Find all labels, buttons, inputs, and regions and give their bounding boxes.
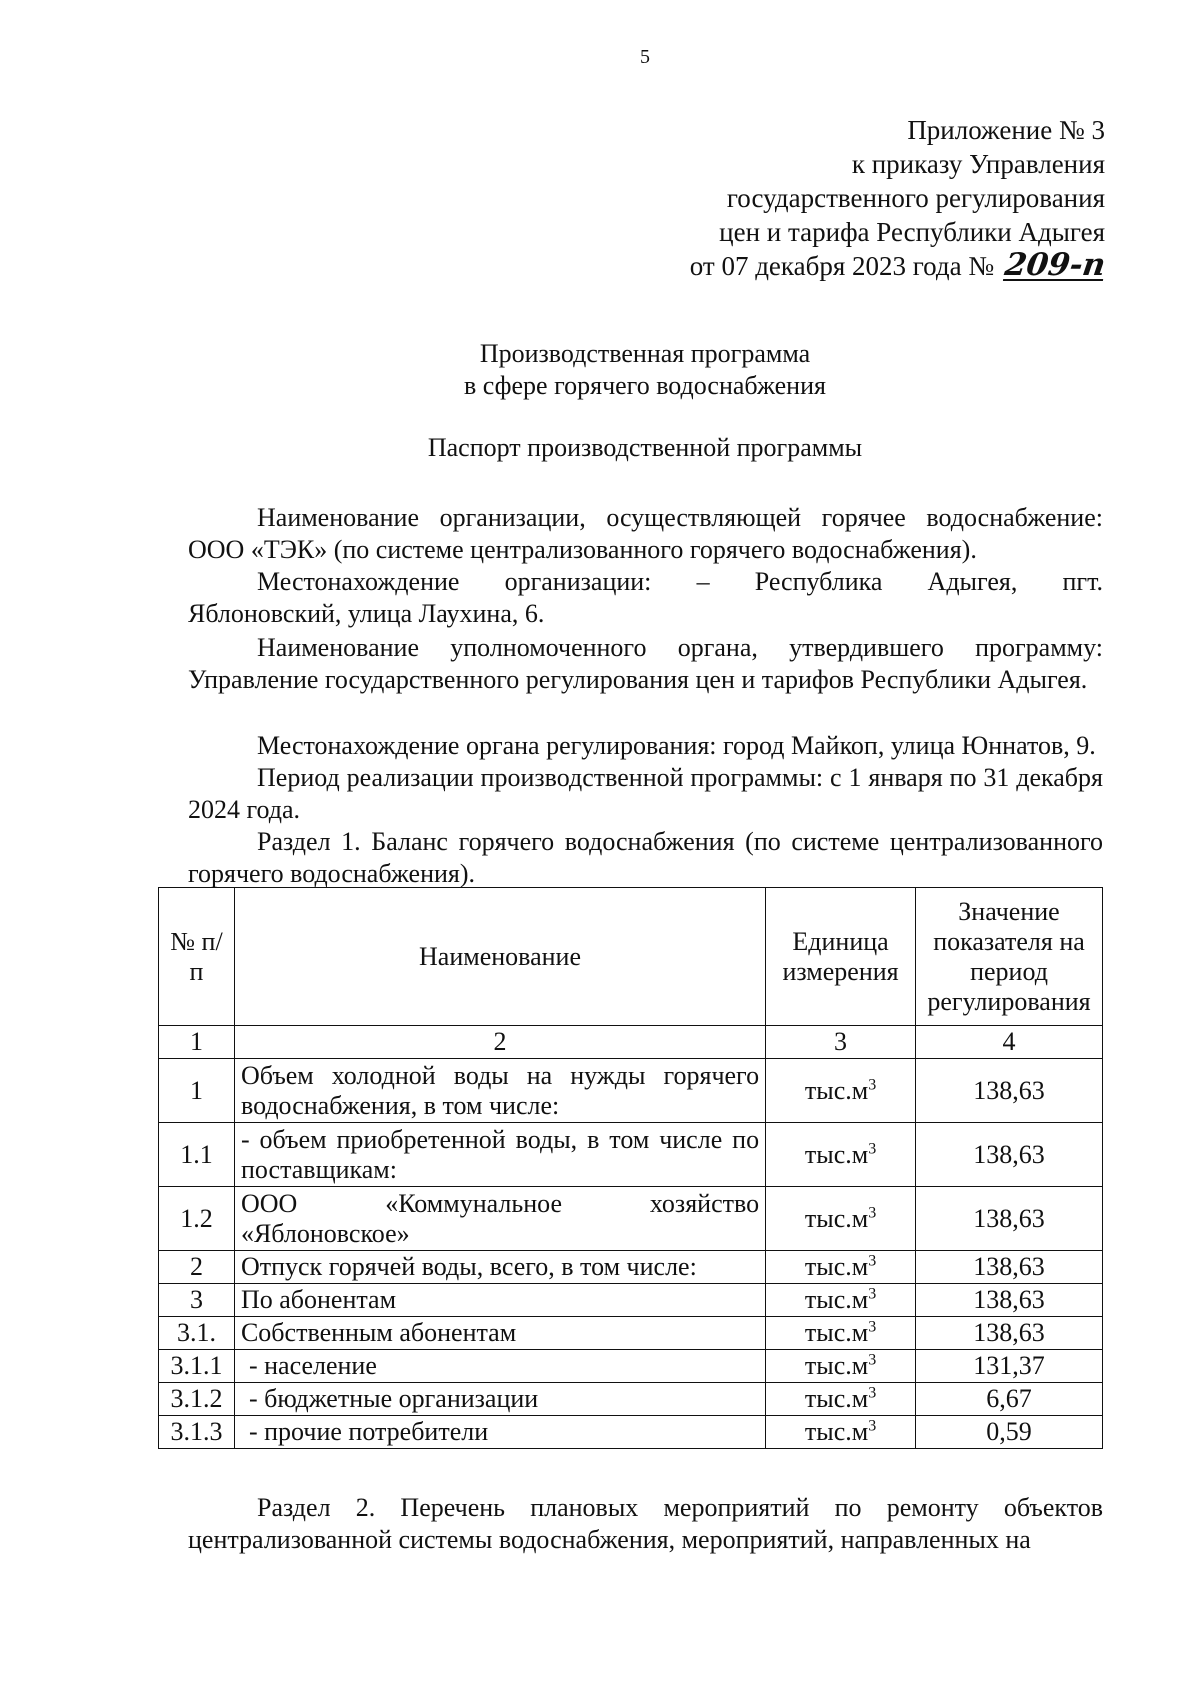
paragraph-location-line1: Местонахождение организации: – Республика Адыгея, пгт.	[257, 567, 1103, 596]
appendix-line: цен и тарифа Республики Адыгея	[719, 217, 1105, 247]
row-num: 1	[159, 1059, 235, 1123]
row-num: 3.1.1	[159, 1350, 235, 1383]
section-1-heading: Раздел 1. Баланс горячего водоснабжения (по системе централизованного горячего водоснабжения).	[188, 827, 1103, 888]
row-name: - население	[234, 1350, 765, 1383]
handwritten-order-number: 209-п	[1002, 247, 1108, 283]
row-value: 138,63	[916, 1284, 1103, 1317]
col-number: 2	[234, 1026, 765, 1059]
col-number: 3	[766, 1026, 916, 1059]
header-name: Наименование	[234, 888, 765, 1026]
row-unit: $тыс.м^3$	[766, 1350, 916, 1383]
title-line-2: в сфере горячего водоснабжения	[464, 371, 826, 400]
row-name: По абонентам	[234, 1284, 765, 1317]
table-row	[159, 1350, 1103, 1383]
row-value: 131,37	[916, 1350, 1103, 1383]
balance-table	[158, 887, 1103, 1449]
row-num: 1.1	[159, 1123, 235, 1187]
paragraph-org-name: Наименование организации, осуществляющей горячее водоснабжение: ООО «ТЭК» (по системе централизованного горячего водоснабжения).	[188, 503, 1103, 564]
paragraph-authority: Наименование уполномоченного органа, утвердившего программу: Управление государственного регулирования цен и тарифов Республики Адыгея.	[188, 633, 1103, 694]
table-row	[159, 1251, 1103, 1284]
paragraph-period: Период реализации производственной программы: с 1 января по 31 декабря 2024 года.	[188, 763, 1103, 824]
appendix-date-line	[600, 247, 1108, 283]
table-row	[159, 1383, 1103, 1416]
table-row	[159, 1284, 1103, 1317]
row-num: 3.1.2	[159, 1383, 235, 1416]
row-name: - объем приобретенной воды, в том числе по поставщикам:	[234, 1123, 765, 1187]
row-unit: $тыс.м^3$	[766, 1416, 916, 1449]
row-value: 0,59	[916, 1416, 1103, 1449]
page-number: 5	[640, 46, 650, 68]
title-line-1: Производственная программа	[479, 339, 811, 368]
row-unit: $тыс.м^3$	[766, 1059, 916, 1123]
table-row	[159, 1059, 1103, 1123]
row-value: 6,67	[916, 1383, 1103, 1416]
section-2-heading: Раздел 2. Перечень плановых мероприятий по ремонту объектов централизованной системы водоснабжения, мероприятий, направленных на	[188, 1493, 1103, 1554]
col-number: 4	[916, 1026, 1103, 1059]
header-value: Значение показателя на период регулирования	[916, 888, 1103, 1026]
row-num: 1.2	[159, 1187, 235, 1251]
header-num: № п/п	[159, 888, 235, 1026]
row-name: ООО «Коммунальное хозяйство «Яблоновское»	[234, 1187, 765, 1251]
header-unit: Единица измерения	[766, 888, 916, 1026]
row-value: 138,63	[916, 1059, 1103, 1123]
paragraph-authority-location: Местонахождение органа регулирования: город Майкоп, улица Юннатов, 9.	[257, 731, 1096, 760]
row-unit: $тыс.м^3$	[766, 1123, 916, 1187]
table-row	[159, 1187, 1103, 1251]
table-header-row	[159, 888, 1103, 1026]
column-number-row	[159, 1026, 1103, 1059]
document-title	[180, 338, 1110, 402]
row-num: 3.1.	[159, 1317, 235, 1350]
col-number: 1	[159, 1026, 235, 1059]
table-row	[159, 1416, 1103, 1449]
appendix-line: государственного регулирования	[726, 183, 1105, 213]
table-row	[159, 1123, 1103, 1187]
row-name: - прочие потребители	[234, 1416, 765, 1449]
row-unit: $тыс.м^3$	[766, 1251, 916, 1284]
paragraph-location-line2: Яблоновский, улица Лаухина, 6.	[188, 599, 545, 628]
row-num: 2	[159, 1251, 235, 1284]
row-num: 3	[159, 1284, 235, 1317]
row-unit: $тыс.м^3$	[766, 1187, 916, 1251]
row-num: 3.1.3	[159, 1416, 235, 1449]
row-unit: $тыс.м^3$	[766, 1317, 916, 1350]
appendix-header	[600, 113, 1108, 283]
table-row	[159, 1317, 1103, 1350]
row-unit: $тыс.м^3$	[766, 1383, 916, 1416]
row-name: - бюджетные организации	[234, 1383, 765, 1416]
passport-title: Паспорт производственной программы	[427, 433, 863, 462]
appendix-date-text: от 07 декабря 2023 года №	[689, 251, 995, 281]
row-value: 138,63	[916, 1317, 1103, 1350]
row-value: 138,63	[916, 1251, 1103, 1284]
row-name: Объем холодной воды на нужды горячего водоснабжения, в том числе:	[234, 1059, 765, 1123]
appendix-line: к приказу Управления	[851, 149, 1105, 179]
row-unit: $тыс.м^3$	[766, 1284, 916, 1317]
row-value: 138,63	[916, 1123, 1103, 1187]
row-value: 138,63	[916, 1187, 1103, 1251]
row-name: Собственным абонентам	[234, 1317, 765, 1350]
row-name: Отпуск горячей воды, всего, в том числе:	[234, 1251, 765, 1284]
appendix-line: Приложение № 3	[907, 115, 1105, 145]
